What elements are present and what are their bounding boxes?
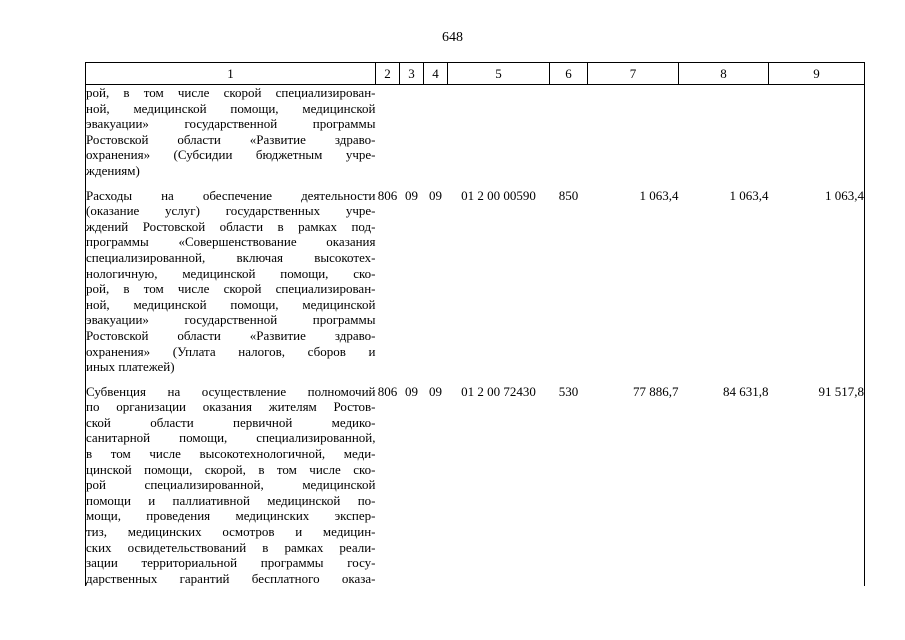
cell-amount-1: 1 063,4 [639, 187, 679, 203]
col-header-9: 9 [769, 63, 865, 85]
cell-target-article [448, 85, 550, 179]
col-header-7: 7 [588, 63, 679, 85]
cell-section [400, 85, 424, 179]
col-header-5: 5 [448, 63, 550, 85]
cell-amount-1 [588, 85, 679, 179]
cell-amount-1: 77 886,7 [633, 383, 679, 399]
cell-target-article: 01 2 00 72430 [461, 383, 536, 399]
col-header-8: 8 [679, 63, 769, 85]
row-description: рой, в том числе скорой специализирован- ной, медицинской помощи, медицинской эвакуации» государственной программы Ростовской области «Развитие здраво- охранения» (Субсидии бюджетным учре- ждениям) [86, 85, 376, 178]
cell-ministry [376, 85, 400, 179]
col-header-2: 2 [376, 63, 400, 85]
row-description: Субвенция на осуществление полномочий по организации оказания жителям Ростов- ской области первичной медико- санитарной помощи, специализированной, в том числе высокотехнологичной, меди- цинской помощи, скорой, в том числе ско- рой специализированной, медицинской помощи и паллиативной медицинской по- мощи, проведения медицинских экспер- тиз, медицинских осмотров и медицин- ских освидетельствований в рамках реали- зации территориальной программы госу- дарственных гарантий бесплатного оказа- [86, 383, 376, 586]
col-header-3: 3 [400, 63, 424, 85]
cell-expense-type: 850 [558, 187, 579, 203]
cell-ministry: 806 [377, 383, 398, 399]
table-row [86, 384, 865, 587]
cell-section: 09 [405, 383, 418, 399]
table-row [86, 85, 865, 179]
cell-amount-2: 84 631,8 [723, 383, 769, 399]
budget-table [85, 62, 865, 586]
cell-ministry: 806 [377, 187, 398, 203]
col-header-6: 6 [550, 63, 588, 85]
page-number: 648 [442, 30, 463, 45]
cell-expense-type: 530 [558, 383, 579, 399]
cell-target-article: 01 2 00 00590 [461, 187, 536, 203]
cell-expense-type [550, 85, 588, 179]
col-header-4: 4 [424, 63, 448, 85]
cell-amount-2: 1 063,4 [729, 187, 769, 203]
header-row [86, 63, 865, 85]
cell-subsection: 09 [429, 187, 442, 203]
cell-amount-2 [679, 85, 769, 179]
table-row [86, 188, 865, 375]
row-description: Расходы на обеспечение деятельности (оказание услуг) государственных учре- ждений Ростовской области в рамках под- программы «Совершенствование оказания специализированной, включая высокотех- нологичную, медицинской помощи, ско- рой, в том числе скорой специализирован- ной, медицинской помощи, медицинской эвакуации» государственной программы Ростовской области «Развитие здраво- охранения» (Уплата налогов, сборов и иных платежей) [86, 187, 376, 375]
cell-section: 09 [405, 187, 418, 203]
cell-amount-3: 91 517,8 [769, 384, 865, 587]
cell-subsection [424, 85, 448, 179]
col-header-1: 1 [86, 63, 376, 85]
cell-amount-3 [769, 85, 865, 179]
cell-subsection: 09 [429, 383, 442, 399]
cell-amount-3: 1 063,4 [769, 188, 865, 375]
